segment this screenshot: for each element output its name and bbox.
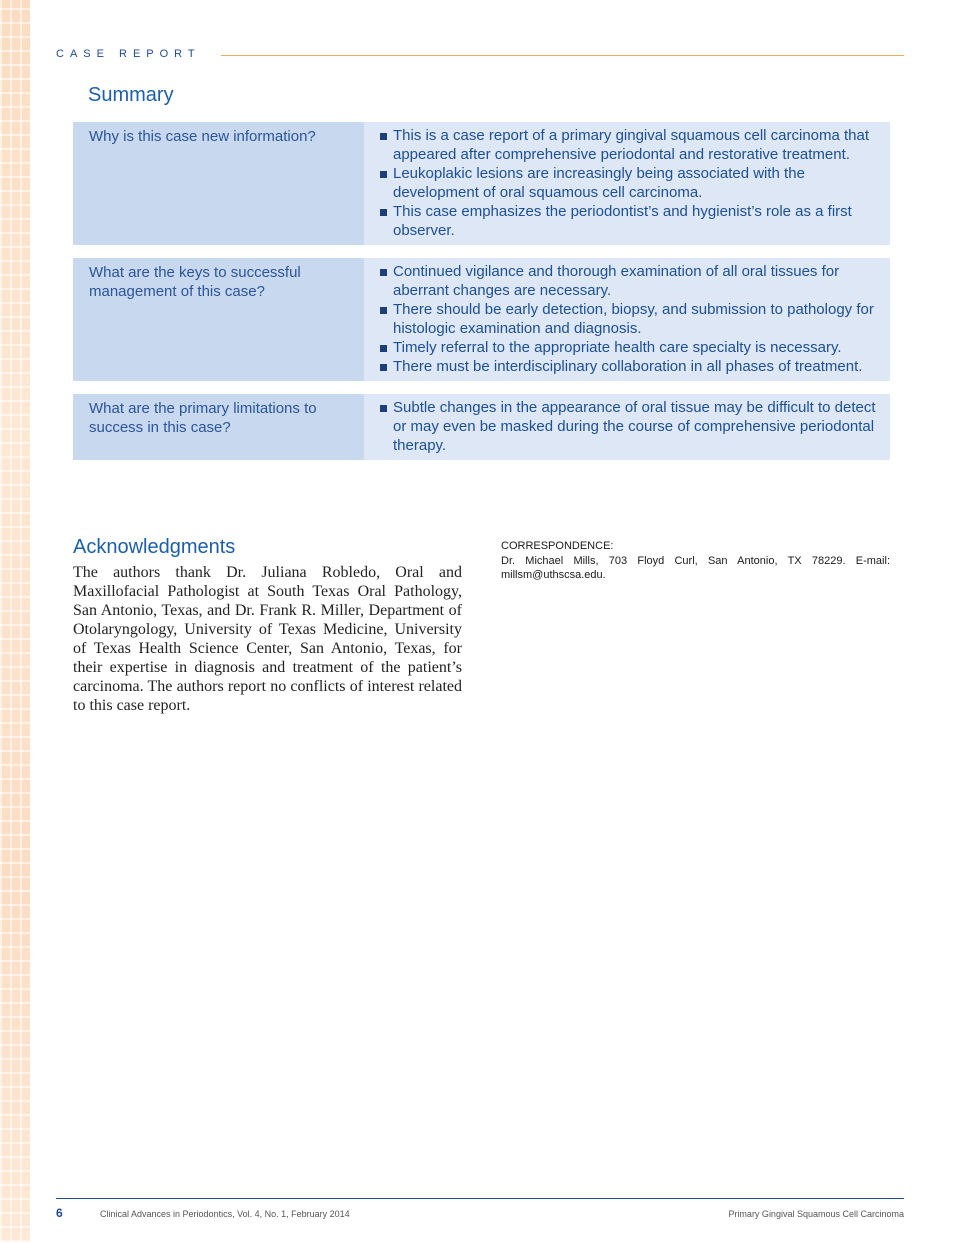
bullet-item: There must be interdisciplinary collaboration in all phases of treatment. <box>380 357 880 376</box>
bullet-item: Leukoplakic lesions are increasingly being associated with the development of oral squamous cell carcinoma. <box>380 164 880 202</box>
journal-citation: Clinical Advances in Periodontics, Vol. 4, No. 1, February 2014 <box>100 1209 350 1219</box>
bullet-item: This is a case report of a primary gingival squamous cell carcinoma that appeared after comprehensive periodontal and restorative treatment. <box>380 126 880 164</box>
section-header: CASE REPORT <box>56 48 201 60</box>
summary-title: Summary <box>88 84 174 106</box>
summary-row <box>73 394 890 460</box>
summary-question: What are the keys to successful management of this case? <box>73 258 364 381</box>
bullet-item: Continued vigilance and thorough examination of all oral tissues for aberrant changes are necessary. <box>380 262 880 300</box>
running-title: Primary Gingival Squamous Cell Carcinoma <box>728 1209 904 1219</box>
page-number: 6 <box>56 1206 63 1220</box>
acknowledgments-text: The authors thank Dr. Juliana Robledo, Oral and Maxillofacial Pathologist at South Texas Oral Pathology, San Antonio, Texas, and Dr. Frank R. Miller, Department of Otolaryngology, University of Texas Medicine, University of Texas Health Science Center, San Antonio, Texas, for their expertise in diagnosis and treatment of the patient’s carcinoma. The authors report no conflicts of interest related to this case report. <box>73 564 462 714</box>
summary-row <box>73 122 890 245</box>
header-rule <box>221 55 904 56</box>
summary-table <box>73 122 890 473</box>
summary-question: What are the primary limitations to success in this case? <box>73 394 364 460</box>
bullet-item: Subtle changes in the appearance of oral tissue may be difficult to detect or may even be masked during the course of comprehensive periodontal therapy. <box>380 398 880 455</box>
summary-answer <box>364 258 890 381</box>
correspondence-label: CORRESPONDENCE: <box>501 540 614 552</box>
bullet-item: This case emphasizes the periodontist’s and hygienist’s role as a first observer. <box>380 202 880 240</box>
summary-answer <box>364 394 890 460</box>
decorative-side-strip <box>0 0 30 1242</box>
summary-question: Why is this case new information? <box>73 122 364 245</box>
correspondence-text: Dr. Michael Mills, 703 Floyd Curl, San Antonio, TX 78229. E-mail: millsm@uthscsa.edu. <box>501 555 890 581</box>
summary-answer <box>364 122 890 245</box>
summary-row <box>73 258 890 381</box>
bullet-item: There should be early detection, biopsy, and submission to pathology for histologic examination and diagnosis. <box>380 300 880 338</box>
bullet-item: Timely referral to the appropriate health care specialty is necessary. <box>380 338 880 357</box>
footer-rule <box>56 1198 904 1199</box>
acknowledgments-title: Acknowledgments <box>73 536 236 558</box>
